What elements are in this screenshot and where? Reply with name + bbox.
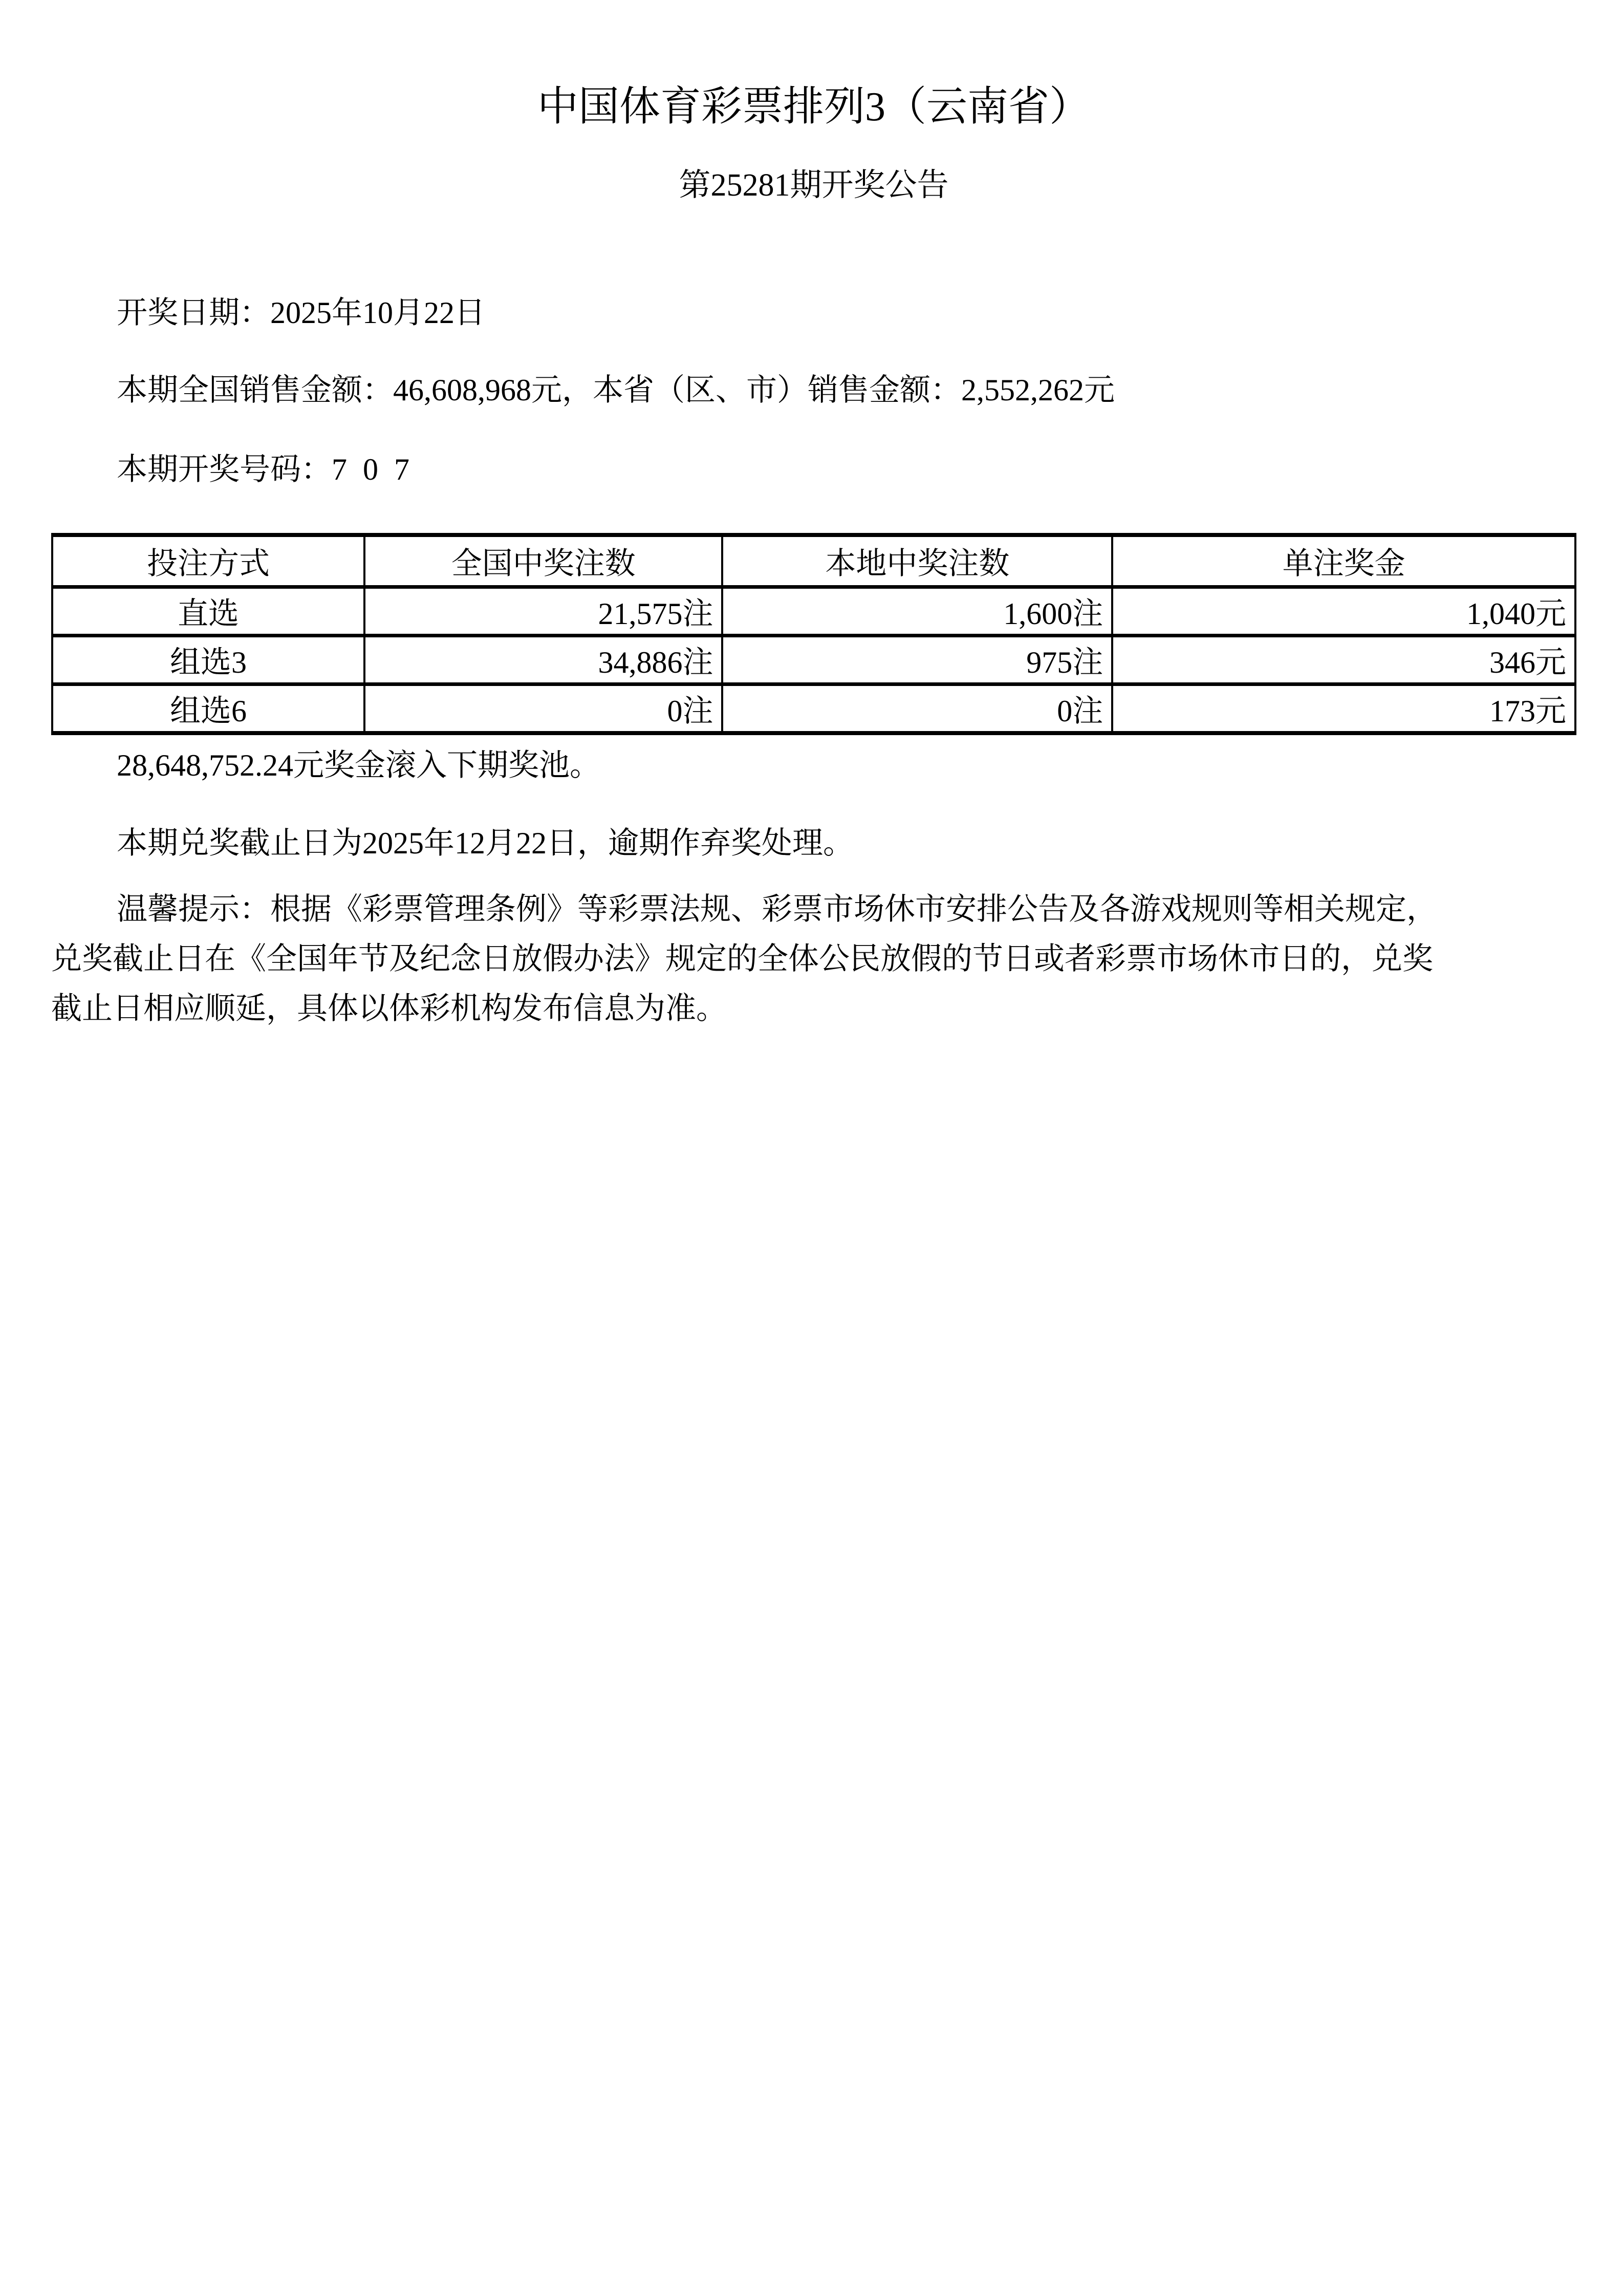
- header-bet-type: 投注方式: [52, 535, 364, 587]
- table-row-zuxuan3: [52, 636, 1575, 684]
- reminder-line-3: 截止日相应顺延，具体以体彩机构发布信息为准。: [51, 992, 727, 1025]
- winning-number-line: [51, 445, 1576, 495]
- prize-table-header-row: [52, 535, 1575, 587]
- rollover-line: 28,648,752.24元奖金滚入下期奖池。: [117, 748, 600, 782]
- header-local-winners: 本地中奖注数: [722, 535, 1112, 587]
- winning-number-label: 本期开奖号码：: [117, 453, 332, 486]
- document-subtitle: 第25281期开奖公告: [679, 168, 949, 203]
- reminder-line-2: 兑奖截止日在《全国年节及纪念日放假办法》规定的全体公民放假的节日或者彩票市场休市日的，兑奖: [51, 942, 1433, 976]
- table-row-zuxuan6: [52, 684, 1575, 734]
- cell-bet-type: 组选3: [52, 636, 364, 684]
- cell-local-winners: 975注: [722, 636, 1112, 684]
- cell-bet-type: 组选6: [52, 684, 364, 734]
- reminder-paragraph: [51, 885, 1576, 1034]
- cell-national-winners: 34,886注: [364, 636, 722, 684]
- cell-local-winners: 0注: [722, 684, 1112, 734]
- cell-prize-per-bet: 346元: [1112, 636, 1575, 684]
- cell-national-winners: 0注: [364, 684, 722, 734]
- prize-table: [51, 533, 1576, 735]
- table-row-zhixuan: [52, 587, 1575, 636]
- header-prize-per-bet: 单注奖金: [1112, 535, 1575, 587]
- cell-local-winners: 1,600注: [722, 587, 1112, 636]
- cell-bet-type: 直选: [52, 587, 364, 636]
- draw-date-line: 开奖日期：2025年10月22日: [117, 296, 485, 330]
- deadline-line: 本期兑奖截止日为2025年12月22日，逾期作弃奖处理。: [117, 826, 854, 860]
- reminder-line-1: 温馨提示：根据《彩票管理条例》等彩票法规、彩票市场休市安排公告及各游戏规则等相关规定，: [117, 892, 1437, 926]
- cell-prize-per-bet: 1,040元: [1112, 587, 1575, 636]
- header-national-winners: 全国中奖注数: [364, 535, 722, 587]
- winning-number-value: 7 0 7: [332, 453, 414, 486]
- cell-national-winners: 21,575注: [364, 587, 722, 636]
- sales-amount-line: 本期全国销售金额：46,608,968元，本省（区、市）销售金额：2,552,262元: [117, 373, 1115, 407]
- document-title: 中国体育彩票排列3（云南省）: [537, 84, 1090, 130]
- cell-prize-per-bet: 173元: [1112, 684, 1575, 734]
